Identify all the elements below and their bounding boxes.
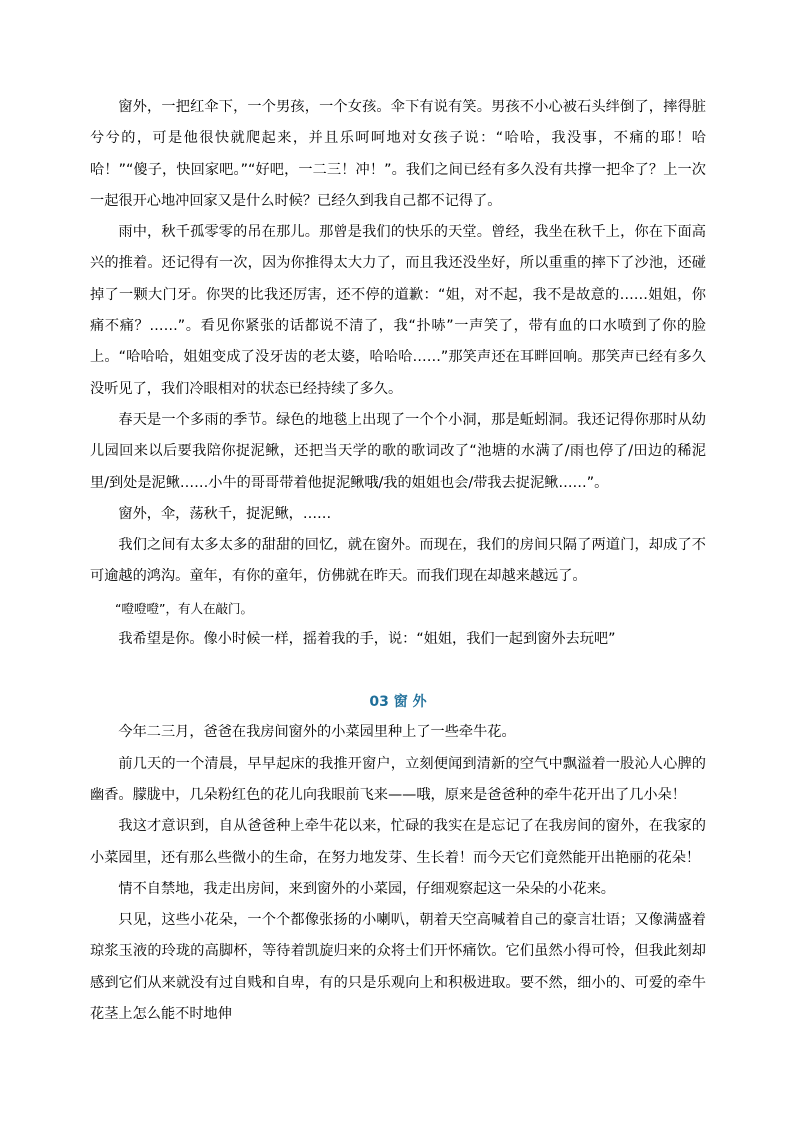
paragraph: 我希望是你。像小时候一样，摇着我的手，说：“姐姐，我们一起到窗外去玩吧” xyxy=(118,631,616,648)
paragraph: 窗外，伞，荡秋千，捉泥鳅，…… xyxy=(118,505,332,522)
document-body xyxy=(90,92,706,1030)
section-title: 03 窗 外 xyxy=(369,694,427,711)
paragraph: “噔噔噔”，有人在敲门。 xyxy=(115,600,253,616)
paragraph: 情不自禁地，我走出房间，来到窗外的小菜园，仔细观察起这一朵朵的小花来。 xyxy=(118,880,615,897)
paragraph: 窗外，一把红伞下，一个男孩，一个女孩。伞下有说有笑。男孩不小心被石头绊倒了，摔得脏兮兮的，可是他很快就爬起来，并且乐呵呵地对女孩子说：“哈哈，我没事，不痛的耶！哈哈！”“傻子，快回家吧。”“好吧，一二三！冲！”。我们之间已经有多久没有共撑一把伞了？上一次一起很开心地冲回家又是什么时候？已经久到我自己都不记得了。 xyxy=(90,99,706,209)
paragraph: 雨中，秋千孤零零的吊在那儿。那曾是我们的快乐的天堂。曾经，我坐在秋千上，你在下面高兴的推着。还记得有一次，因为你推得太大力了，而且我还没坐好，所以重重的摔下了沙池，还碰掉了一颗大门牙。你哭的比我还厉害，还不停的道歉：“姐，对不起，我不是故意的……姐姐，你痛不痛？……”。看见你紧张的话都说不清了，我“扑哧”一声笑了，带有血的口水喷到了你的脸上。“哈哈哈，姐姐变成了没牙齿的老太婆，哈哈哈……”那笑声还在耳畔回响。那笑声已经有多久没听见了，我们冷眼相对的状态已经持续了多久。 xyxy=(90,224,706,397)
paragraph: 今年二三月，爸爸在我房间窗外的小菜园里种上了一些牵牛花。 xyxy=(118,724,516,741)
paragraph: 前几天的一个清晨，早早起床的我推开窗户，立刻便闻到清新的空气中飘溢着一股沁人心脾的幽香。朦胧中，几朵粉红色的花儿向我眼前飞来——哦，原来是爸爸种的牵牛花开出了几小朵！ xyxy=(90,755,706,803)
paragraph: 我这才意识到，自从爸爸种上牵牛花以来，忙碌的我实在是忘记了在我房间的窗外，在我家的小菜园里，还有那么些微小的生命，在努力地发芽、生长着！而今天它们竟然能开出艳丽的花朵！ xyxy=(90,818,706,866)
paragraph: 春天是一个多雨的季节。绿色的地毯上出现了一个个小洞，那是蚯蚓洞。我还记得你那时从幼儿园回来以后要我陪你捉泥鳅，还把当天学的歌的歌词改了“池塘的水满了/雨也停了/田边的稀泥里/到处是泥鳅……小牛的哥哥带着他捉泥鳅哦/我的姐姐也会/带我去捉泥鳅……”。 xyxy=(90,411,706,491)
paragraph: 我们之间有太多太多的甜甜的回忆，就在窗外。而现在，我们的房间只隔了两道门，却成了不可逾越的鸿沟。童年，有你的童年，仿佛就在昨天。而我们现在却越来越远了。 xyxy=(90,537,706,585)
paragraph: 只见，这些小花朵，一个个都像张扬的小喇叭，朝着天空高喊着自己的豪言壮语；又像满盛着琼浆玉液的玲珑的高脚杯，等待着凯旋归来的众将士们开怀痛饮。它们虽然小得可怜，但我此刻却感到它们从来就没有过自贱和自卑，有的只是乐观向上和积极进取。要不然，细小的、可爱的牵牛花茎上怎么能不时地伸 xyxy=(90,912,706,1023)
